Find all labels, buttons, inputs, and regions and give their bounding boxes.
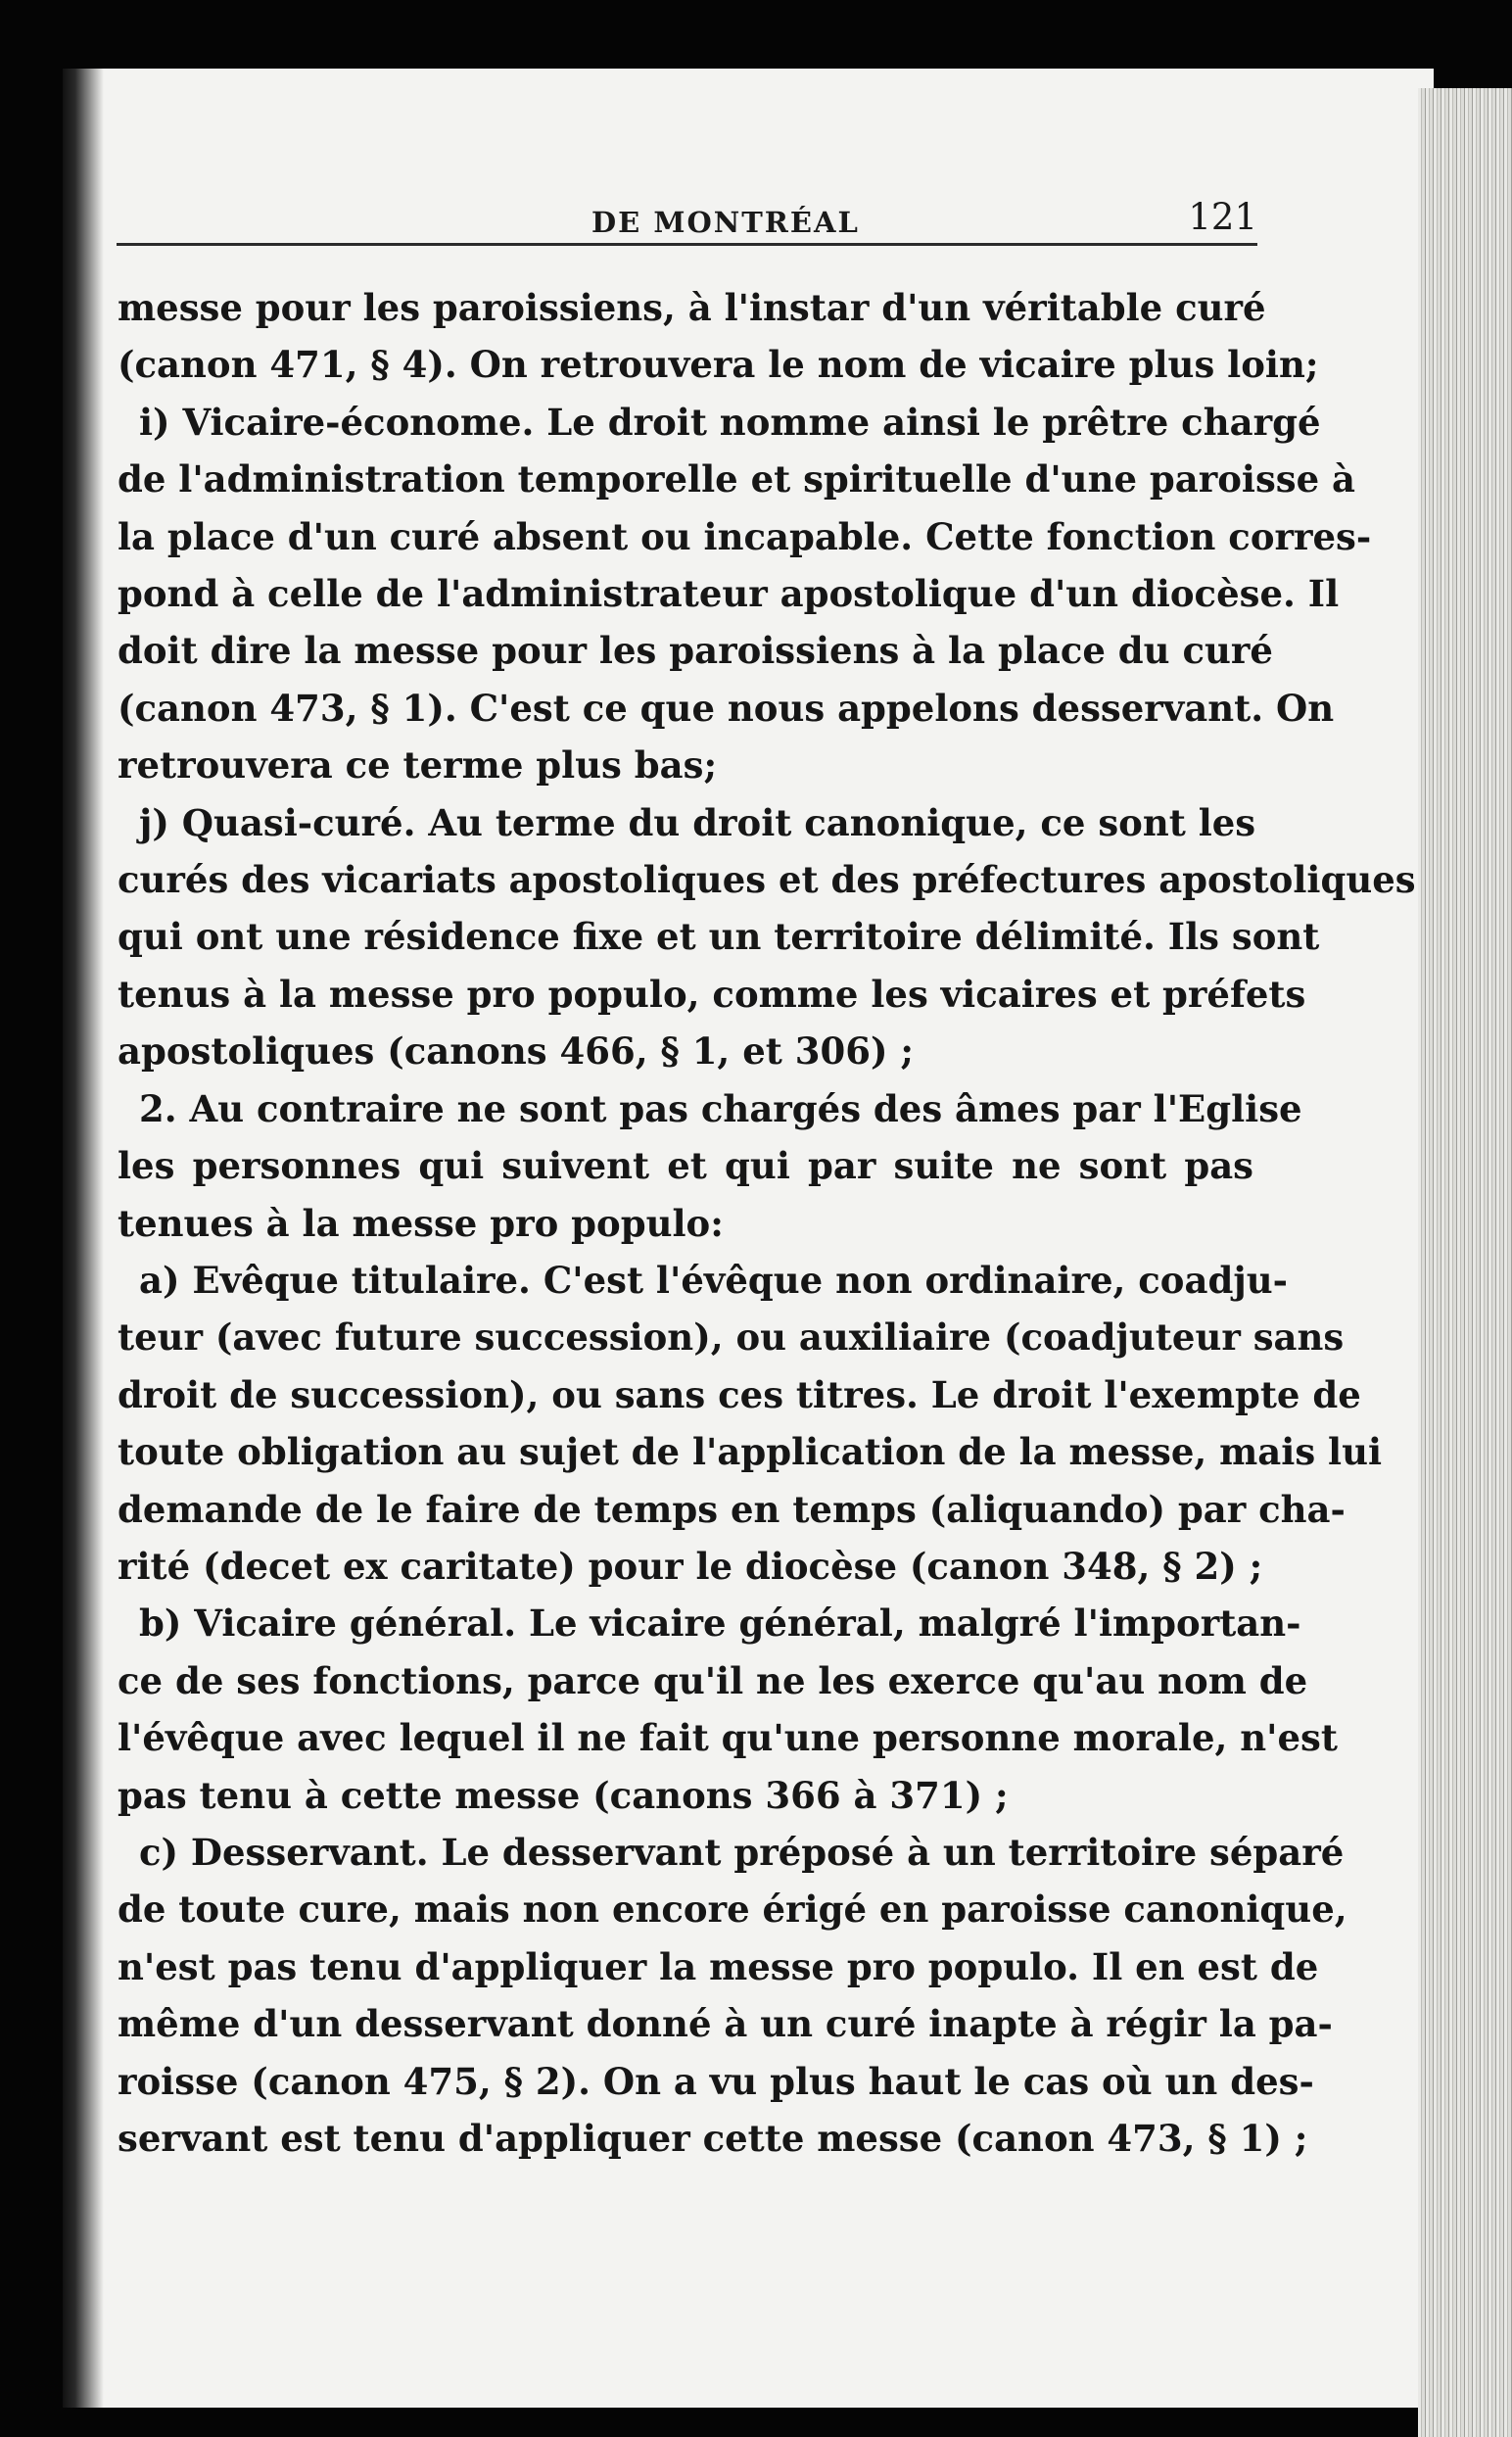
text-line: retrouvera ce terme plus bas; <box>118 743 718 788</box>
text-line: rité (decet ex caritate) pour le diocèse (canon 348, § 2) ; <box>118 1544 1263 1588</box>
book-page <box>63 69 1434 2408</box>
text-line: a) Evêque titulaire. C'est l'évêque non ordinaire, coadju- <box>139 1258 1288 1302</box>
text-line: tenues à la messe pro populo: <box>118 1201 724 1245</box>
text-line: apostoliques (canons 466, § 1, et 306) ; <box>118 1029 914 1074</box>
body-text <box>118 279 1416 2167</box>
text-line: j) Quasi-curé. Au terme du droit canonique, ce sont les <box>139 800 1256 844</box>
text-line: pas tenu à cette messe (canons 366 à 371) ; <box>118 1773 1009 1817</box>
text-line: n'est pas tenu d'appliquer la messe pro populo. Il en est de <box>118 1944 1319 1988</box>
text-line: les personnes qui suivent et qui par suite ne sont pas <box>118 1144 1253 1188</box>
text-line: (canon 471, § 4). On retrouvera le nom de vicaire plus loin; <box>118 343 1319 387</box>
text-line: de toute cure, mais non encore érigé en paroisse canonique, <box>118 1887 1347 1932</box>
text-line: de l'administration temporelle et spirituelle d'une paroisse à <box>118 457 1356 502</box>
text-line: messe pour les paroissiens, à l'instar d'un véritable curé <box>118 286 1266 329</box>
text-line: la place d'un curé absent ou incapable. Cette fonction corres- <box>118 514 1372 558</box>
text-line: pond à celle de l'administrateur apostolique d'un diocèse. Il <box>118 572 1340 616</box>
text-line: ce de ses fonctions, parce qu'il ne les exerce qu'au nom de <box>118 1658 1308 1702</box>
spine-shadow <box>63 69 104 2408</box>
text-line: b) Vicaire général. Le vicaire général, malgré l'importan- <box>139 1601 1301 1646</box>
text-line: curés des vicariats apostoliques et des préfectures apostoliques <box>118 858 1416 902</box>
text-line: i) Vicaire-économe. Le droit nomme ainsi le prêtre chargé <box>139 400 1321 444</box>
text-line: l'évêque avec lequel il ne fait qu'une personne morale, n'est <box>118 1716 1338 1760</box>
page-edge-stack <box>1418 88 1512 2437</box>
header-rule <box>117 243 1257 246</box>
text-line: demande de le faire de temps en temps (aliquando) par cha- <box>118 1487 1346 1531</box>
text-line: c) Desservant. Le desservant préposé à un territoire séparé <box>139 1830 1345 1874</box>
text-line: roisse (canon 475, § 2). On a vu plus haut le cas où un des- <box>118 2059 1314 2103</box>
text-line: (canon 473, § 1). C'est ce que nous appelons desservant. On <box>118 686 1335 730</box>
running-title: DE MONTRÉAL <box>591 206 860 239</box>
page-number: 121 <box>1188 196 1257 238</box>
text-line: 2. Au contraire ne sont pas chargés des âmes par l'Eglise <box>139 1086 1302 1130</box>
text-line: teur (avec future succession), ou auxiliaire (coadjuteur sans <box>118 1315 1345 1360</box>
text-line: toute obligation au sujet de l'application de la messe, mais lui <box>118 1430 1383 1474</box>
text-line: servant est tenu d'appliquer cette messe (canon 473, § 1) ; <box>118 2117 1308 2160</box>
text-line: doit dire la messe pour les paroissiens à la place du curé <box>118 629 1273 673</box>
text-line: tenus à la messe pro populo, comme les vicaires et préfets <box>118 972 1306 1016</box>
text-line: même d'un desservant donné à un curé inapte à régir la pa- <box>118 2002 1333 2046</box>
text-line: droit de succession), ou sans ces titres. Le droit l'exempte de <box>118 1372 1361 1416</box>
text-line: qui ont une résidence fixe et un territoire délimité. Ils sont <box>118 915 1320 959</box>
